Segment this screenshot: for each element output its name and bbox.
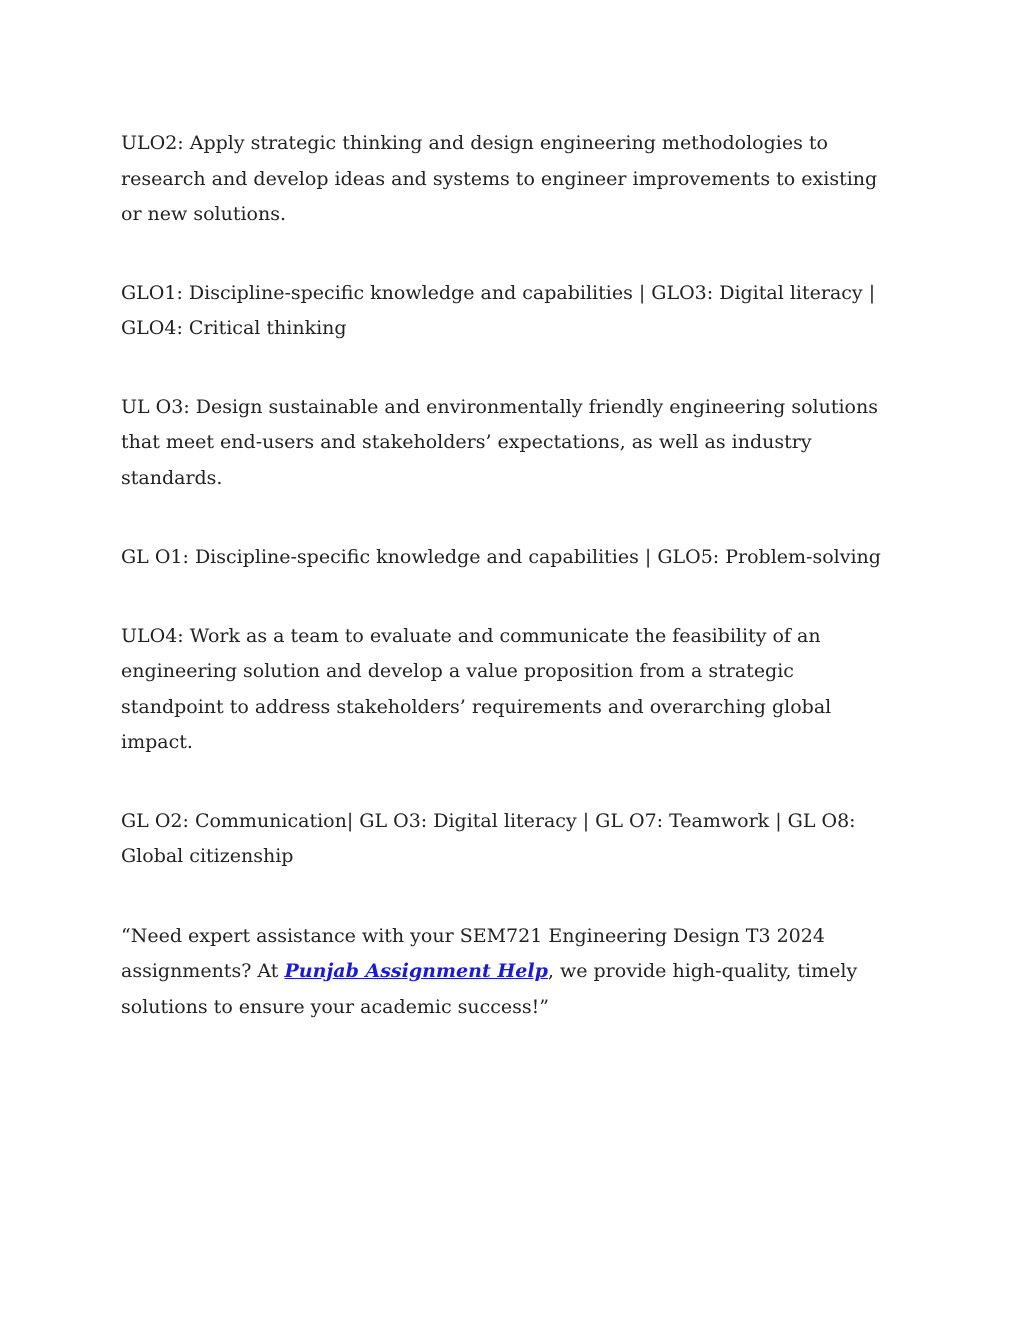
punjab-assignment-help-link[interactable]: Punjab Assignment Help	[284, 960, 548, 982]
text-line: standards.	[121, 466, 223, 489]
glo-list-3-paragraph	[121, 804, 911, 875]
text-line: UL O3: Design sustainable and environmentally friendly engineering solutions	[121, 395, 878, 418]
text-line: engineering solution and develop a value proposition from a strategic	[121, 660, 794, 682]
glo-list-2-paragraph	[121, 540, 911, 576]
ulo4-paragraph	[121, 619, 911, 761]
text-line: ULO2: Apply strategic thinking and design engineering methodologies to	[121, 132, 828, 154]
promo-paragraph	[121, 919, 911, 1026]
text-line: or new solutions.	[121, 203, 287, 225]
text-line: GLO4: Critical thinking	[121, 317, 347, 339]
text-line: ULO4: Work as a team to evaluate and communicate the feasibility of an	[121, 624, 821, 647]
document-page	[121, 126, 911, 1069]
text-line: research and develop ideas and systems to engineer improvements to existing	[121, 167, 878, 190]
promo-text: assignments? At	[121, 960, 285, 982]
ulo3-paragraph	[121, 390, 911, 497]
text-line: that meet end-users and stakeholders’ expectations, as well as industry	[121, 431, 812, 453]
text-line: GLO1: Discipline-specific knowledge and capabilities | GLO3: Digital literacy |	[121, 281, 876, 304]
text-line: standpoint to address stakeholders’ requirements and overarching global	[121, 695, 832, 718]
glo-list-1-paragraph	[121, 276, 911, 347]
text-line: solutions to ensure your academic success!”	[121, 995, 550, 1018]
text-line: impact.	[121, 731, 193, 753]
text-line: GL O1: Discipline-specific knowledge and capabilities | GLO5: Problem-solving	[121, 546, 881, 568]
text-line: Global citizenship	[121, 845, 294, 867]
ulo2-paragraph	[121, 126, 911, 233]
text-line	[121, 954, 911, 990]
text-line: GL O2: Communication| GL O3: Digital literacy | GL O7: Teamwork | GL O8:	[121, 809, 856, 832]
promo-text: , we provide high-quality, timely	[547, 960, 858, 982]
text-line: “Need expert assistance with your SEM721 Engineering Design T3 2024	[121, 924, 825, 947]
